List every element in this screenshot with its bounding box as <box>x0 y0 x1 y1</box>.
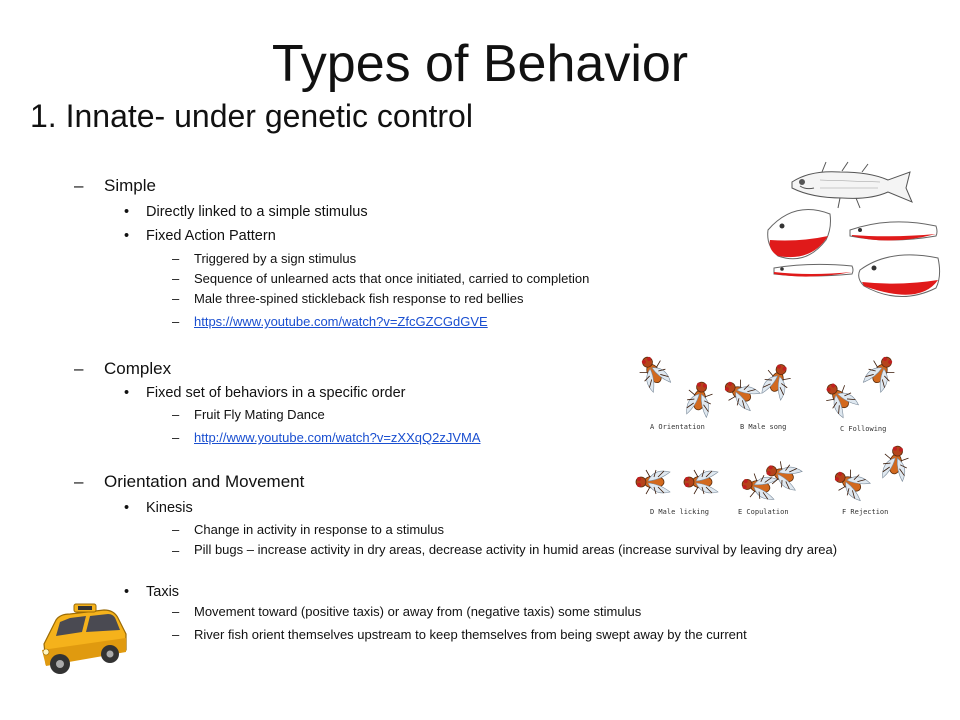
dash-marker: – <box>172 291 180 306</box>
fruit-fly-courtship-figure <box>620 340 920 524</box>
slide-subtitle: 1. Innate- under genetic control <box>30 98 473 134</box>
dash-marker: – <box>74 359 84 378</box>
fish-model-icon <box>768 210 831 259</box>
fruit-fly-icon <box>820 378 860 419</box>
dash-marker: – <box>172 251 180 266</box>
fly-label-c: C Following <box>840 425 887 433</box>
kinesis-sub-2: Pill bugs – increase activity in dry areas, decrease activity in humid areas (increase survival by leaving dry area) <box>194 542 838 557</box>
simple-sub-1: Triggered by a sign stimulus <box>194 251 357 266</box>
dash-marker: – <box>172 604 180 619</box>
simple-sub-2: Sequence of unlearned acts that once initiated, carried to completion <box>194 271 590 286</box>
fruit-fly-icon <box>760 361 794 401</box>
fly-label-b: B Male song <box>740 423 787 431</box>
bullet-marker: • <box>124 500 130 516</box>
fish-model-icon <box>859 255 940 297</box>
section-simple-label: Simple <box>104 176 156 195</box>
fish-model-icon <box>774 264 853 276</box>
bullet-marker: • <box>124 228 130 244</box>
stickleback-figure <box>760 158 950 310</box>
kinesis-sub-1: Change in activity in response to a stimulus <box>194 522 445 537</box>
dash-marker: – <box>172 543 180 558</box>
fruit-fly-icon <box>881 444 911 482</box>
fruit-fly-icon <box>862 352 900 393</box>
slide-title: Types of Behavior <box>271 35 689 93</box>
complex-bullet-1: Fixed set of behaviors in a specific order <box>146 385 406 401</box>
dash-marker: – <box>172 271 180 286</box>
dash-marker: – <box>172 627 180 642</box>
taxis-sub-2: River fish orient themselves upstream to keep themselves from being swept away by the current <box>194 627 747 642</box>
dash-marker: – <box>172 314 180 329</box>
bullet-marker: • <box>124 204 130 220</box>
taxis-sub-1: Movement toward (positive taxis) or away from (negative taxis) some stimulus <box>194 604 642 619</box>
section-complex-label: Complex <box>104 359 172 378</box>
dash-marker: – <box>172 430 180 445</box>
fruit-fly-video-link[interactable]: http://www.youtube.com/watch?v=zXXqQ2zJVMA <box>194 430 481 445</box>
stickleback-video-link[interactable]: https://www.youtube.com/watch?v=ZfcGZCGdGVE <box>194 314 488 329</box>
bullet-marker: • <box>124 385 130 401</box>
bullet-marker: • <box>124 584 130 600</box>
dash-marker: – <box>172 522 180 537</box>
fruit-fly-icon <box>685 380 715 418</box>
fruit-fly-icon <box>684 470 718 494</box>
kinesis-label: Kinesis <box>146 500 193 516</box>
fly-label-e: E Copulation <box>738 508 789 516</box>
section-orientation-label: Orientation and Movement <box>104 472 305 491</box>
fruit-fly-icon <box>830 465 871 503</box>
simple-bullet-2: Fixed Action Pattern <box>146 228 276 244</box>
dash-marker: – <box>74 176 84 195</box>
stickleback-fish-icon <box>792 162 912 208</box>
fruit-fly-icon <box>636 470 670 494</box>
dash-marker: – <box>172 407 180 422</box>
fruit-fly-icon <box>720 375 761 413</box>
taxis-label: Taxis <box>146 584 180 600</box>
simple-bullet-1: Directly linked to a simple stimulus <box>146 204 368 220</box>
fly-label-d: D Male licking <box>650 508 710 516</box>
taxi-icon <box>34 600 130 682</box>
simple-sub-3: Male three-spined stickleback fish response to red bellies <box>194 291 524 306</box>
dash-marker: – <box>74 472 84 491</box>
complex-sub-1: Fruit Fly Mating Dance <box>194 407 325 422</box>
fruit-fly-icon <box>635 352 673 393</box>
fly-label-a: A Orientation <box>650 423 705 431</box>
fish-model-icon <box>850 222 937 241</box>
fly-label-f: F Rejection <box>842 508 889 516</box>
